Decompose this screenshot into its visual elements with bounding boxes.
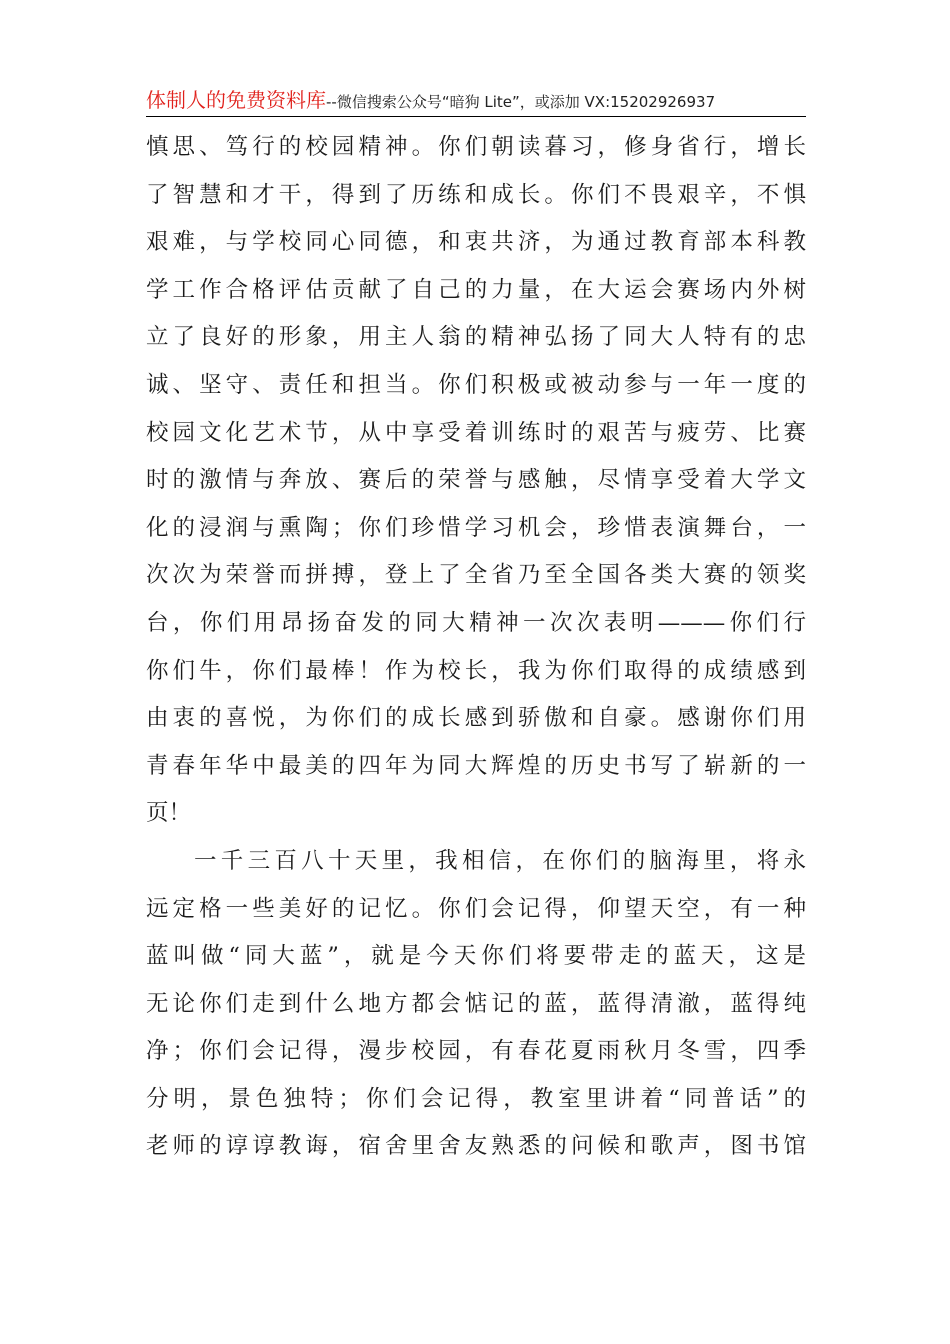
text-line: 蓝叫做“同大蓝”，就是今天你们将要带走的蓝天，这是	[146, 943, 806, 970]
text-line: 由衷的喜悦，为你们的成长感到骄傲和自豪。感谢你们用	[146, 705, 806, 732]
header-tagline: --微信搜索公众号“暗狗 Lite”，或添加 VX:15202926937	[326, 93, 716, 111]
text-line: 学工作合格评估贡献了自己的力量，在大运会赛场内外树	[146, 276, 806, 303]
text-line: 净；你们会记得，漫步校园，有春花夏雨秋月冬雪，四季	[146, 1038, 806, 1065]
site-name: 体制人的免费资料库	[146, 88, 326, 112]
paragraph	[146, 838, 806, 1171]
text-line: 一千三百八十天里，我相信，在你们的脑海里，将永	[194, 847, 806, 874]
text-line: 远定格一些美好的记忆。你们会记得，仰望天空，有一种	[146, 895, 806, 922]
text-line: 次次为荣誉而拼搏，登上了全省乃至全国各类大赛的领奖	[146, 562, 806, 589]
text-line: 页！	[146, 800, 192, 827]
text-line: 青春年华中最美的四年为同大辉煌的历史书写了崭新的一	[146, 752, 806, 779]
text-line: 化的浸润与熏陶；你们珍惜学习机会，珍惜表演舞台，一	[146, 514, 806, 541]
document-header	[146, 84, 806, 114]
text-line: 无论你们走到什么地方都会惦记的蓝，蓝得清澈，蓝得纯	[146, 990, 806, 1017]
text-line: 校园文化艺术节，从中享受着训练时的艰苦与疲劳、比赛	[146, 419, 806, 446]
text-line: 艰难，与学校同心同德，和衷共济，为通过教育部本科教	[146, 229, 806, 256]
paragraph	[146, 124, 806, 838]
text-line: 分明，景色独特；你们会记得，教室里讲着“同普话”的	[146, 1085, 806, 1112]
text-line: 时的激情与奔放、赛后的荣誉与感触，尽情享受着大学文	[146, 467, 806, 494]
document-body	[146, 124, 806, 1171]
text-line: 慎思、笃行的校园精神。你们朝读暮习，修身省行，增长	[146, 134, 806, 160]
text-line: 立了良好的形象，用主人翁的精神弘扬了同大人特有的忠	[146, 324, 806, 351]
text-line: 你们牛，你们最棒！作为校长，我为你们取得的成绩感到	[146, 657, 806, 684]
text-line: 台，你们用昂扬奋发的同大精神一次次表明———你们行	[146, 609, 806, 636]
header-divider	[146, 116, 806, 117]
text-line: 了智慧和才干，得到了历练和成长。你们不畏艰辛，不惧	[146, 181, 806, 208]
text-line: 诚、坚守、责任和担当。你们积极或被动参与一年一度的	[146, 371, 806, 398]
text-line: 老师的谆谆教诲，宿舍里舍友熟悉的问候和歌声，图书馆	[146, 1133, 806, 1160]
